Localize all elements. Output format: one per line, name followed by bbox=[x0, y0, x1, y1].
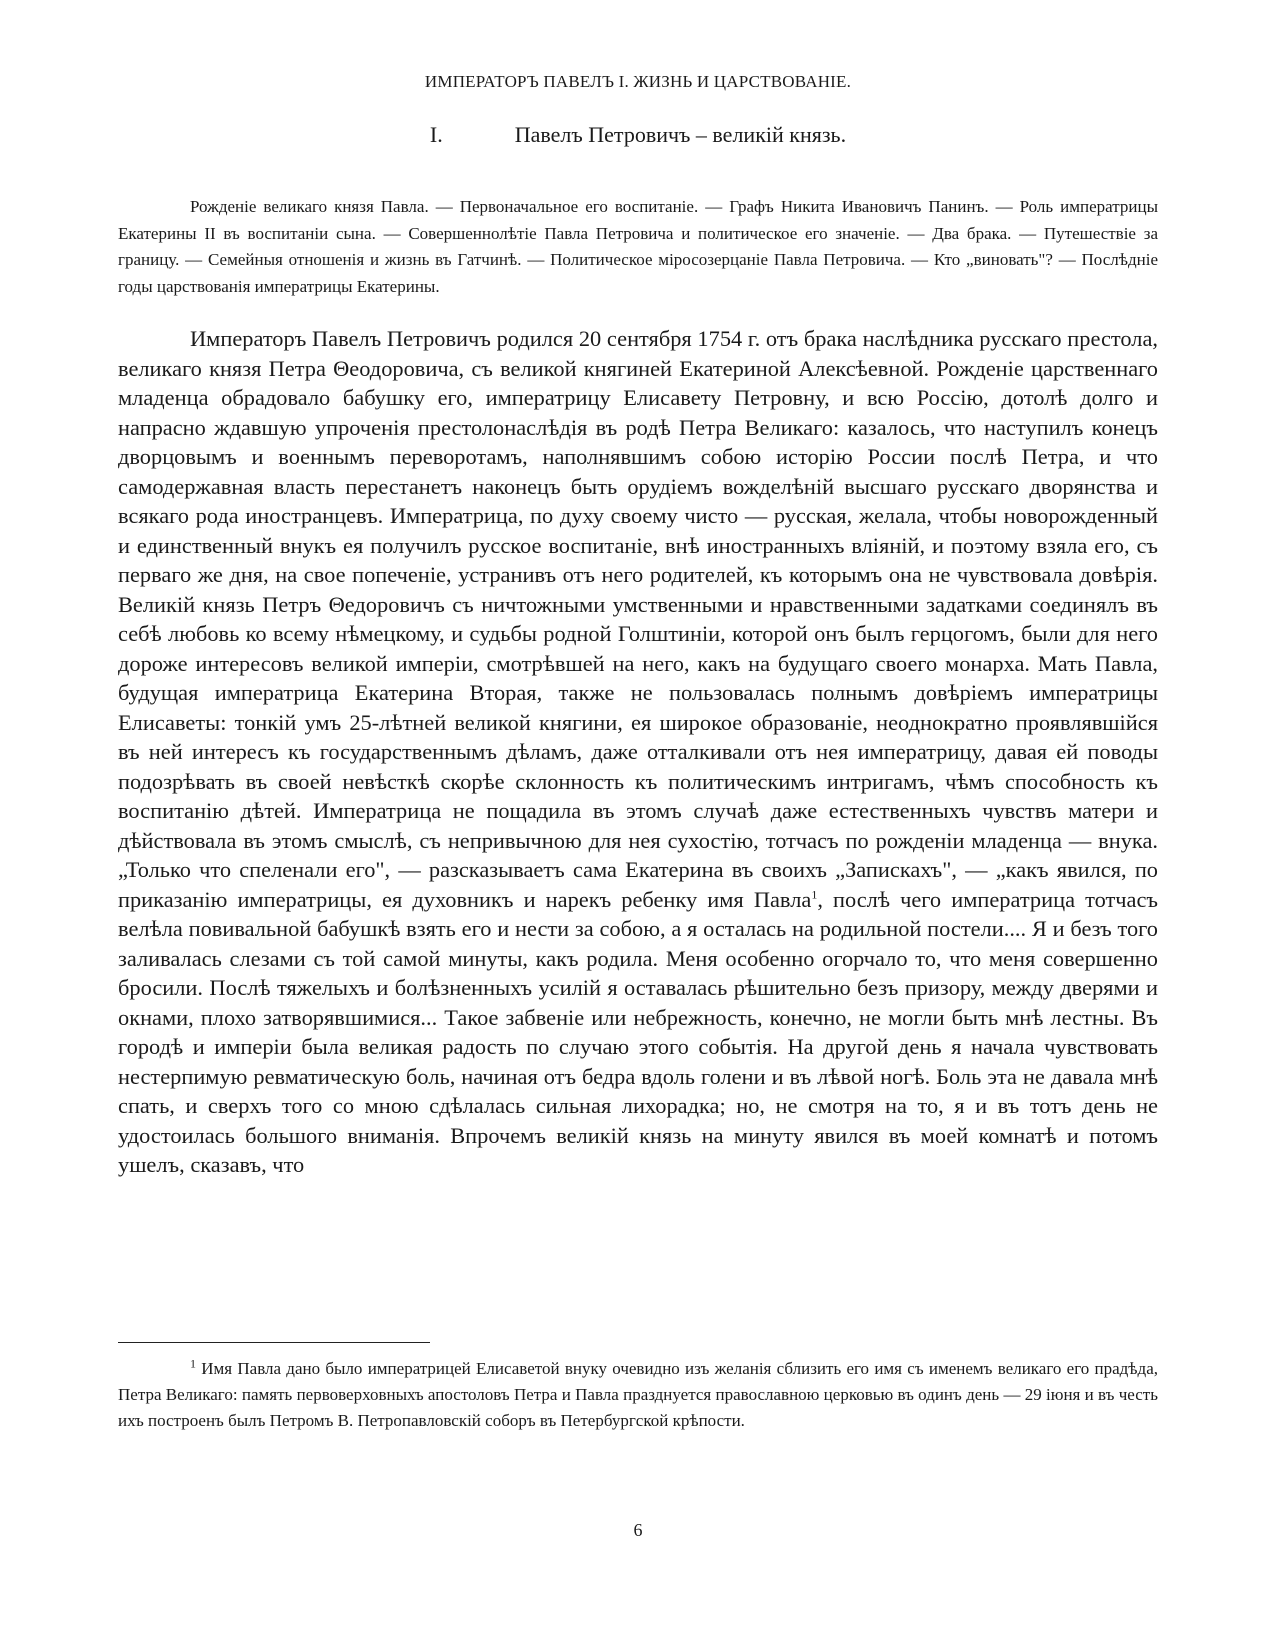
chapter-summary: Рожденiе великаго князя Павла. — Первоначальное его воспитанiе. — Графъ Никита Ивановичъ Панинъ. — Роль императрицы Екатерины II въ воспитанiи сына. — Совершеннолѣтiе Павла Петровича и политическое его значенiе. — Два брака. — Путешествiе за границу. — Семейныя отношенiя и жизнь въ Гатчинѣ. — Политическое мiросозерцанiе Павла Петровича. — Кто „виновать"? — Послѣднiе годы царствованiя императрицы Екатерины. bbox=[118, 197, 1158, 296]
body-text-part-2: , послѣ чего императрица тотчасъ велѣла повивальной бабушкѣ взять его и нести за собою, а я осталась на родильной постели.... Я и безъ того заливалась слезами съ той самой минуты, какъ родила. Меня особенно огорчало то, что меня совершенно бросили. Послѣ тяжелыхъ и болѣзненныхъ усилiй я оставалась рѣшительно безъ призору, между дверями и окнами, плохо затворявшимися... Такое забвенiе или небрежность, конечно, не могли быть мнѣ лестны. Въ городѣ и имперiи была великая радость по случаю этого событiя. На другой день я начала чувствовать нестерпимую ревматическую боль, начиная отъ бедра вдоль голени и въ лѣвой ногѣ. Боль эта не давала мнѣ спать, и сверхъ того со мною сдѣлалась сильная лихорадка; но, не смотря на то, я и въ тотъ день не удостоилась большого вниманiя. Впрочемъ великiй князь на минуту явился въ моей комнатѣ и потомъ ушелъ, сказавъ, что bbox=[118, 886, 1158, 1177]
chapter-number: I. bbox=[429, 122, 443, 147]
chapter-title: Павелъ Петровичъ – великiй князь. bbox=[514, 122, 847, 147]
body-text-part-1: Императоръ Павелъ Петровичъ родился 20 сентября 1754 г. отъ брака наслѣдника русскаго престола, великаго князя Петра Θеодоровича, съ великой княгиней Екатериной Алексѣевной. Рожденiе царственнаго младенца обрадовало бабушку его, императрицу Елисавету Петровну, и всю Россiю, дотолѣ долго и напрасно ждавшую упроченiя престолонаслѣдiя въ родѣ Петра Великаго: казалось, что наступилъ конецъ дворцовымъ и военнымъ переворотамъ, наполнявшимъ собою исторiю России послѣ Петра, и что самодержавная власть перестанетъ наконецъ быть орудiемъ вожделѣнiй высшаго русскаго дворянства и всякаго рода иностранцевъ. Императрица, по духу своему чисто — русская, желала, чтобы новорожденный и единственный внукъ ея получилъ русское воспитанiе, внѣ иностранныхъ влiянiй, и поэтому взяла его, съ перваго же дня, на свое попеченiе, устранивъ отъ него родителей, къ которымъ она не чувствовала довѣрiя. Великiй князь Петръ Θедоровичъ съ ничтожными умственными и нравственными задатками соединялъ въ себѣ любовь ко всему нѣмецкому, и судьбы родной Голштинiи, которой онъ былъ герцогомъ, были для него дороже интересовъ великой имперiи, смотрѣвшей на него, какъ на будущаго своего монарха. Мать Павла, будущая императрица Екатерина Вторая, также не пользовалась полнымъ довѣрiемъ императрицы Елисаветы: тонкiй умъ 25-лѣтней великой княгини, ея широкое образованiе, неоднократно проявлявшiйся въ ней интересъ къ государственнымъ дѣламъ, даже отталкивали отъ нея императрицу, давая ей поводы подозрѣвать въ своей невѣсткѣ скорѣе склонность къ политическимъ интригамъ, чѣмъ способность къ воспитанiю дѣтей. Императрица не пощадила въ этомъ случаѣ даже естественныхъ чувствъ матери и дѣйствовала въ этомъ смыслѣ, съ непривычною для нея сухостiю, тотчасъ по рожденiи младенца — внука. „Только что спеленали его", — разсказываетъ сама Екатерина въ своихъ „Запискахъ", — „какъ явился, по приказанiю императрицы, ея духовникъ и нарекъ ребенку имя Павла bbox=[118, 326, 1158, 912]
footnote-marker: 1 bbox=[190, 1356, 196, 1371]
running-head: ИМПЕРАТОРЪ ПАВЕЛЪ I. ЖИЗНЬ И ЦАРСТВОВАНIЕ. bbox=[424, 72, 852, 91]
document-page bbox=[118, 0, 1158, 1651]
page-number: 6 bbox=[633, 1520, 643, 1540]
footnote-divider bbox=[118, 1342, 430, 1343]
body-paragraph bbox=[118, 324, 1158, 1180]
footnote-text: Имя Павла дано было императрицей Елисаветой внуку очевидно изъ желанiя сблизить его имя съ именемъ великаго его прадѣда, Петра Великаго: память первоверховныхъ апостоловъ Петра и Павла празднуется православною церковью въ одинъ день — 29 iюня и въ честь ихъ построенъ былъ Петромъ В. Петропавловскiй соборъ въ Петербургской крѣпости. bbox=[118, 1359, 1158, 1430]
footnote bbox=[118, 1356, 1158, 1434]
footnote-reference: 1 bbox=[811, 887, 818, 902]
chapter-heading bbox=[118, 122, 1158, 148]
